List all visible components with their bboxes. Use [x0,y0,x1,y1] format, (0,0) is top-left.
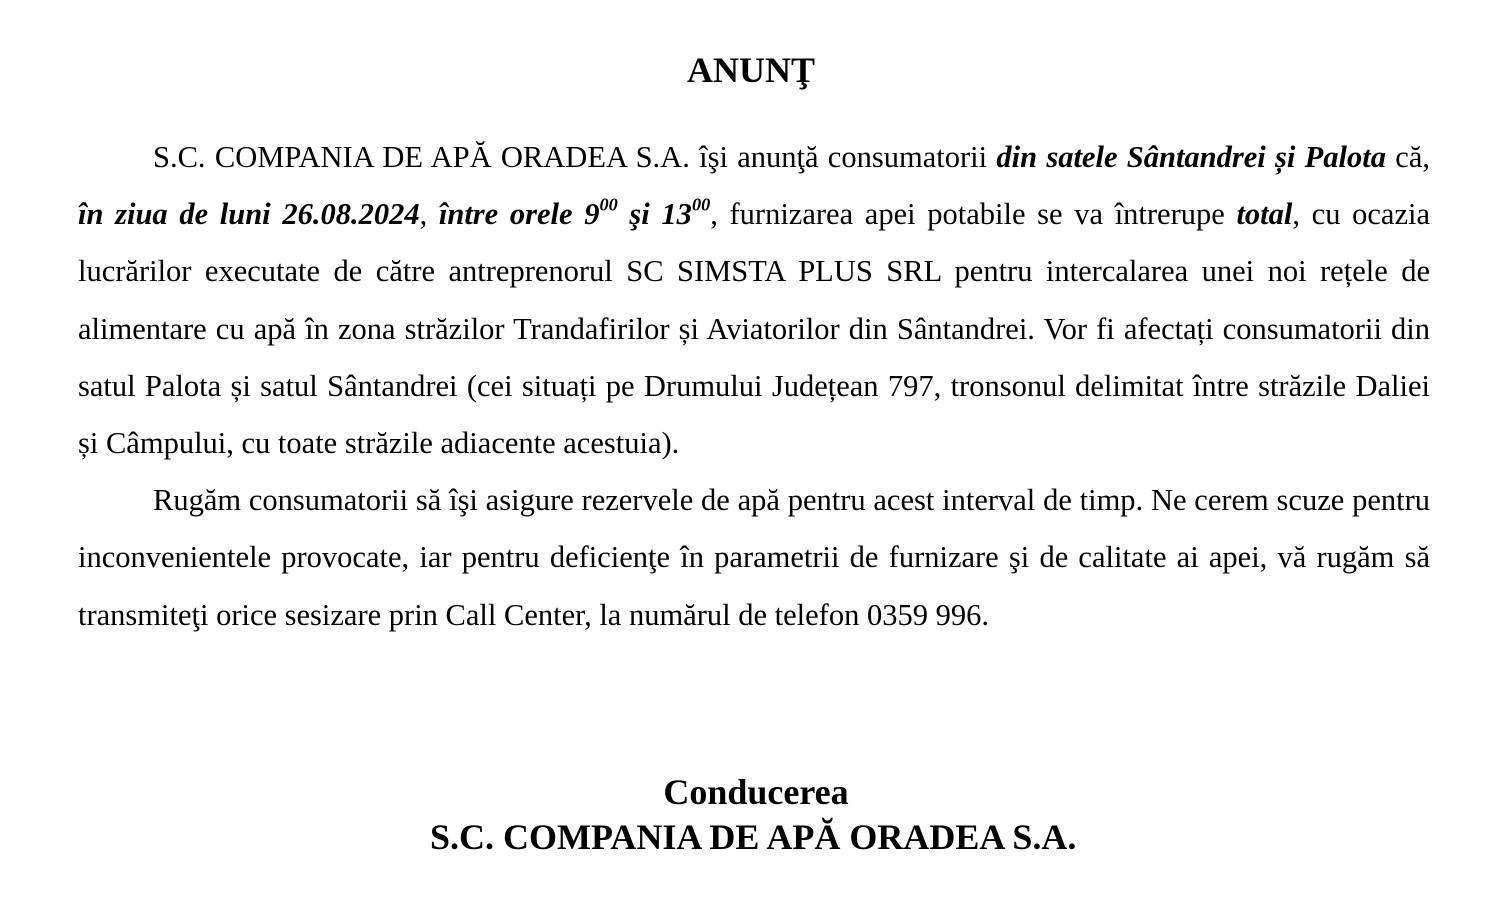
paragraph-text: , furnizarea apei potabile se va întrerupe [710,197,1237,232]
paragraph-text: că, [1386,140,1431,174]
outage-scope: total [1236,197,1293,232]
paragraph-request-apology: Rugăm consumatorii să îşi asigure rezervele de apă pentru acest interval de timp. Ne cerem scuze pentru inconvenientele provocate, iar pentru deficienţe în parametrii de furnizare şi de calitate ai apei, vă rugăm să transmiteţi orice sesizare prin Call Center, la numărul de telefon 0359 996. [78,483,1430,632]
paragraph-text: , cu ocazia lucrărilor executate de către antreprenorul SC SIMSTA PLUS SRL pentru intercalarea unei noi rețele de alimentare cu apă în zona străzilor Trandafirilor și Aviatorilor din Sântandrei. Vor fi afectați consumatorii din satul Palota și satul Sântandrei (cei situați pe Drumului Județean 797, tronsonul delimitat între străzile Daliei și Câmpului, cu toate străzile adiacente acestuia). [78,197,1430,461]
affected-villages: din satele Sântandrei și Palota [996,140,1387,174]
outage-date: în ziua de luni 26.08.2024 [78,197,420,232]
outage-hours-end: şi 13 [617,197,692,232]
announcement-title: ANUNŢ [686,50,815,90]
outage-hours-start: între orele 9 [438,197,600,232]
outage-hours-end-minutes: 00 [691,194,711,215]
outage-hours-start-minutes: 00 [599,194,618,215]
paragraph-text: , [419,197,439,232]
signature-title: Conducerea [663,772,849,812]
announcement-body [78,129,1430,644]
signature-company: S.C. COMPANIA DE APĂ ORADEA S.A. [430,817,1077,857]
paragraph-outage-notice [78,129,1430,472]
paragraph-text: S.C. COMPANIA DE APĂ ORADEA S.A. îşi anunţă consumatorii [153,140,997,174]
